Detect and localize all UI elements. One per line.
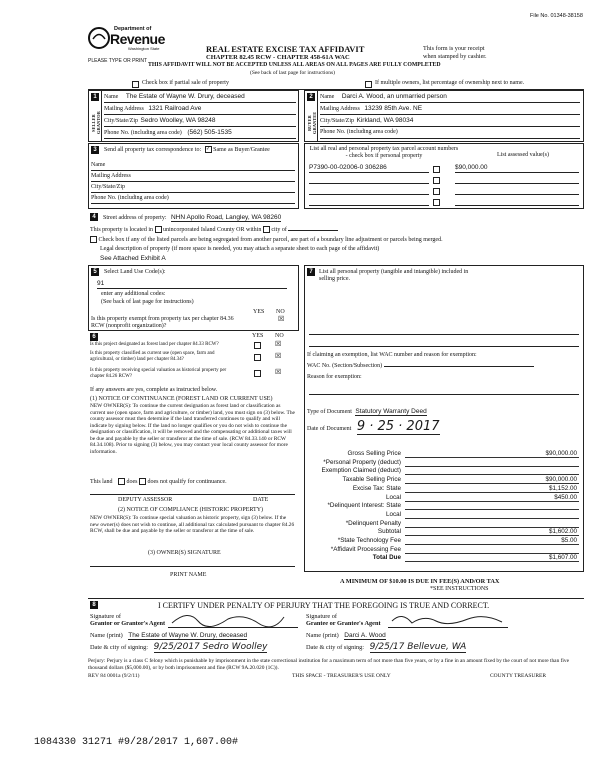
logo-main-text: Revenue xyxy=(110,31,165,47)
located-label: This property is located in xyxy=(90,226,153,233)
same-as-buyer-label: Same as Buyer/Grantee xyxy=(213,146,270,153)
grantee-agent-label: Grantee or Grantee's Agent xyxy=(306,620,381,627)
calc-label: Excise Tax: State xyxy=(352,484,401,492)
land-use-section xyxy=(88,265,299,331)
county-treasurer-label: COUNTY TREASURER xyxy=(490,673,547,679)
legal-desc-label: Legal description of property (if more space is needed, you may attach a separate sheet to each page of the affidavit) xyxy=(100,246,380,252)
reason-label: Reason for exemption: xyxy=(307,374,362,380)
seller-phone-label: Phone No. (including area code) xyxy=(104,130,182,136)
calc-line xyxy=(405,546,579,554)
calc-line xyxy=(405,502,579,510)
buyer-city-label: City/State/Zip xyxy=(320,118,354,124)
buyer-mailing-value[interactable]: 13239 85th Ave. NE xyxy=(364,105,423,112)
print-name-label: PRINT NAME xyxy=(170,572,207,578)
does-not-label: does not qualify for continuance. xyxy=(147,478,227,485)
calc-value[interactable]: $450.00 xyxy=(554,493,577,501)
certification-section xyxy=(88,598,584,657)
seller-phone-value[interactable]: (562) 505-1535 xyxy=(187,129,232,136)
continuance-section xyxy=(88,332,299,582)
calc-label: Local xyxy=(385,493,401,501)
calc-label: *Delinquent Penalty xyxy=(345,519,401,527)
calc-value[interactable]: $1,602.00 xyxy=(548,528,577,536)
grantee-name-value[interactable]: Darci A. Wood xyxy=(344,632,386,639)
grantor-date-value[interactable]: 9/25/2017 Sedro Woolley xyxy=(153,642,268,652)
parcel-personal-checkbox-2[interactable] xyxy=(433,177,440,184)
sec5-no-header: NO xyxy=(276,309,285,315)
notice1-title: (1) NOTICE OF CONTINUANCE (FOREST LAND OR CURRENT USE) xyxy=(90,396,273,402)
seller-name-label: Name xyxy=(104,94,119,100)
assessed-header: List assessed value(s) xyxy=(497,152,549,158)
street-address-label: Street address of property: xyxy=(103,215,167,221)
calc-label: Taxable Selling Price xyxy=(342,476,401,484)
seller-city-label: City/State/Zip xyxy=(104,118,138,124)
grantee-signature-label: Signature of xyxy=(306,613,337,620)
section-number-4: 4 xyxy=(90,213,98,221)
parcel-section xyxy=(304,143,584,209)
calc-line xyxy=(405,520,579,528)
certify-statement: I CERTIFY UNDER PENALTY OF PERJURY THAT THE FOREGOING IS TRUE AND CORRECT. xyxy=(158,601,490,610)
land-use-see-back: (See back of last page for instructions) xyxy=(101,299,194,305)
buyer-city-value[interactable]: Kirkland, WA 98034 xyxy=(356,117,414,124)
treasurer-use-label: THIS SPACE - TREASURER'S USE ONLY xyxy=(292,673,391,679)
section-number-2: 2 xyxy=(307,93,315,101)
corr-mailing-label: Mailing Address xyxy=(91,173,131,179)
parcel-number[interactable]: P7390-00-02006-0 306286 xyxy=(309,164,387,171)
calc-label: *Personal Property (deduct) xyxy=(323,458,401,466)
calc-value[interactable]: $1,152.00 xyxy=(548,484,577,492)
parcel-personal-checkbox-1[interactable] xyxy=(433,166,440,173)
street-address-value[interactable]: NHN Apollo Road, Langley, WA 98260 xyxy=(170,214,282,221)
land-use-label: Select Land Use Code(s): xyxy=(104,269,166,275)
grantee-date-value[interactable]: 9/25/17 Bellevue, WA xyxy=(369,642,467,652)
see-instructions-note: *SEE INSTRUCTIONS xyxy=(430,586,489,592)
wac-no-label: WAC No. (Section/Subsection) xyxy=(307,363,383,369)
additional-codes-label: enter any additional codes: xyxy=(101,291,166,297)
deputy-assessor-label: DEPUTY ASSESSOR xyxy=(118,497,173,503)
buyer-section xyxy=(304,90,584,142)
buyer-name-label: Name xyxy=(320,94,335,100)
perjury-note: Perjury: Perjury is a class C felony which is punishable by imprisonment in the state correctional institution for a maximum term of not more than five years, or by a fine in an amount fixed by the court of not more than five thousand dollars ($5,000.00), or by both imprisonment and fine (RCW 9A.20.020 (1C)). xyxy=(88,658,569,671)
calc-label: Local xyxy=(385,510,401,518)
corr-name-label: Name xyxy=(91,162,106,168)
logo-top-text: Department of xyxy=(114,26,152,32)
parcel-personal-checkbox-3[interactable] xyxy=(433,188,440,195)
if-any-yes: If any answers are yes, complete as instructed below. xyxy=(90,387,218,393)
seller-mailing-value[interactable]: 1321 Railroad Ave xyxy=(148,105,202,112)
seller-city-value[interactable]: Sedro Woolley, WA 98248 xyxy=(140,117,216,124)
grantee-date-label: Date & city of signing: xyxy=(306,644,365,651)
deputy-date-label: DATE xyxy=(253,497,269,503)
doc-type-label: Type of Document xyxy=(307,409,352,415)
tax-correspondence-label: Send all property tax correspondence to: xyxy=(104,146,202,153)
partial-sale-checkbox[interactable] xyxy=(132,81,139,88)
form-title: REAL ESTATE EXCISE TAX AFFIDAVIT xyxy=(206,44,365,54)
forest-no-checkbox[interactable]: ☒ xyxy=(275,340,282,348)
grantee-name-label: Name (print) xyxy=(306,632,339,639)
property-address-section xyxy=(88,211,584,264)
section-number-1: 1 xyxy=(91,93,99,101)
city-of-checkbox[interactable] xyxy=(263,226,270,233)
grantor-name-value[interactable]: The Estate of Wayne W. Drury, deceased xyxy=(128,632,248,639)
grantor-date-label: Date & city of signing: xyxy=(90,644,149,651)
not-accepted-warning: THIS AFFIDAVIT WILL NOT BE ACCEPTED UNLESS ALL AREAS ON ALL PAGES ARE FULLY COMPLETED xyxy=(148,62,441,68)
calc-label: *State Technology Fee xyxy=(337,537,401,544)
calc-line xyxy=(405,467,579,475)
notice2-title: (2) NOTICE OF COMPLIANCE (HISTORIC PROPERTY) xyxy=(118,507,264,513)
grantee-signature-scribble-icon xyxy=(388,611,506,627)
seller-side-label: SELLER GRANTOR xyxy=(91,111,101,135)
calc-value[interactable]: $5.00 xyxy=(561,537,577,544)
forest-yes-checkbox[interactable] xyxy=(254,342,261,349)
tax-correspondence-section xyxy=(88,143,299,209)
notice2-text: NEW OWNER(S): To continue special valuation as historic property, sign (3) below. If the new owner(s) does not wish to continue, all additional tax calculated pursuant to chapter 84.26 RCW, shall be due and payable by the seller or transferor at the time of sale. xyxy=(90,515,295,534)
buyer-name-value[interactable]: Darci A. Wood, an unmarried person xyxy=(341,93,447,100)
forest-question: Is this project designated as forest land per chapter 84.33 RCW? xyxy=(90,342,219,347)
grantor-agent-label: Grantor or Grantor's Agent xyxy=(90,620,166,627)
seller-section xyxy=(88,90,299,142)
receipt-stamp: 1084330 31271 #9/28/2017 1,607.00# xyxy=(34,737,239,748)
historic-yes-checkbox[interactable] xyxy=(254,370,261,377)
calc-label: Subtotal xyxy=(377,528,401,536)
file-number: File No. 01348-38158 xyxy=(530,13,583,19)
owner-signature-label: (3) OWNER(S) SIGNATURE xyxy=(148,550,221,556)
does-label: does xyxy=(126,478,138,485)
calc-label: Gross Selling Price xyxy=(347,450,401,457)
logo-sub-text: Washington State xyxy=(128,46,160,51)
calc-value[interactable]: $90,000.00 xyxy=(545,450,577,457)
doc-date-label: Date of Document xyxy=(307,426,352,432)
assessed-value[interactable]: $90,000.00 xyxy=(455,164,488,171)
grantor-name-label: Name (print) xyxy=(90,632,123,639)
sec6-no-header: NO xyxy=(275,333,284,339)
receipt-note-2: when stamped by cashier. xyxy=(423,53,487,60)
form-chapter: CHAPTER 82.45 RCW - CHAPTER 458-61A WAC xyxy=(206,54,350,61)
exemption-label: If claiming an exemption, list WAC number and reason for exemption: xyxy=(307,352,477,358)
buyer-mailing-label: Mailing Address xyxy=(320,106,360,112)
calc-line xyxy=(405,511,579,519)
segregated-checkbox[interactable] xyxy=(90,236,97,243)
land-use-value[interactable]: 91 xyxy=(97,280,287,289)
calc-value[interactable]: $1,607.00 xyxy=(548,554,577,562)
calc-label: Total Due xyxy=(372,554,401,562)
city-of-label: city of xyxy=(271,226,287,233)
section-number-3: 3 xyxy=(91,146,99,154)
washington-seal-icon xyxy=(88,26,110,50)
sec6-yes-header: YES xyxy=(252,333,264,339)
partial-sale-label: Check box if partial sale of property xyxy=(142,80,229,86)
doc-date-value[interactable]: 9 · 25 · 2017 xyxy=(356,419,440,434)
calc-label: *Delinquent Interest: State xyxy=(327,502,401,510)
this-land-label: This land xyxy=(90,478,113,485)
legal-desc-value[interactable]: See Attached Exhibit A xyxy=(100,255,166,262)
personal-property-label: List all personal property (tangible and intangible) included in selling price. xyxy=(319,269,469,282)
multiple-owners-label: If multiple owners, list percentage of ownership next to name. xyxy=(375,80,525,86)
section-number-8: 8 xyxy=(90,601,98,609)
does-checkbox[interactable] xyxy=(118,478,125,485)
rev-number: REV 84 0001a (9/2/11) xyxy=(88,673,140,679)
segregated-label: Check box if any of the listed parcels are being segregated from another parcel, are part of a boundary line adjustment or parcels being merged. xyxy=(98,236,443,243)
section-number-7: 7 xyxy=(307,268,315,276)
historic-question: Is this property receiving special valuation as historical property per chapter 84.26 RCW? xyxy=(90,368,227,379)
current-use-no-checkbox[interactable]: ☒ xyxy=(275,352,282,360)
section-number-6: 6 xyxy=(90,333,98,341)
calc-label: Exemption Claimed (deduct) xyxy=(321,467,401,475)
historic-no-checkbox[interactable]: ☒ xyxy=(275,368,282,376)
doc-type-value[interactable]: Statutory Warranty Deed xyxy=(355,408,427,415)
receipt-note-1: This form is your receipt xyxy=(423,45,485,52)
current-use-question: Is this property classified as current use (open space, farm and agricultural, or timber) land per chapter 84.34? xyxy=(90,351,215,362)
current-use-yes-checkbox[interactable] xyxy=(254,354,261,361)
buyer-phone-label: Phone No. (including area code) xyxy=(320,129,398,135)
grantor-signature-label: Signature of xyxy=(90,613,121,620)
grantor-signature[interactable] xyxy=(168,611,298,628)
corr-city-label: City/State/Zip xyxy=(91,184,125,190)
notice1-text: NEW OWNER(S): To continue the current designation as forest land or classification as current use (open space, farm and agriculture, or timber) land, you must sign on (3) below. The county assessor must then determine if the land transferred continues to qualify and will indicate by signing below. If the land no longer qualifies or you do not wish to continue the designation or classification, it will be removed and the compensating or additional taxes will be due and payable by the seller or transferor at the time of sale. (RCW 84.33.140 or RCW 84.34.108). Prior to signing (3) below, you may contact your local county assessor for more information. xyxy=(90,403,295,455)
tax-calculation-section xyxy=(304,265,584,572)
grantor-signature-scribble-icon xyxy=(168,611,288,627)
parcel-personal-checkbox-4[interactable] xyxy=(433,199,440,206)
parcel-header: List all real and personal property tax parcel account numbers - check box if personal property xyxy=(309,146,459,159)
corr-phone-label: Phone No. (including area code) xyxy=(91,195,169,201)
calc-label: *Affidavit Processing Fee xyxy=(330,545,401,553)
same-as-buyer-checkbox[interactable]: ✓ xyxy=(206,147,211,152)
multiple-owners-checkbox[interactable] xyxy=(365,81,372,88)
exempt-no-checkbox[interactable]: ☒ xyxy=(278,315,285,323)
minimum-due-note: A MINIMUM OF $10.00 IS DUE IN FEE(S) AND/OR TAX xyxy=(340,578,500,585)
see-back-note: (See back of last page for instructions) xyxy=(250,70,335,76)
buyer-side-label: BUYER GRANTEE xyxy=(307,111,317,135)
calc-line xyxy=(405,459,579,467)
sec5-yes-header: YES xyxy=(253,309,265,315)
seller-mailing-label: Mailing Address xyxy=(104,106,144,112)
grantee-signature[interactable] xyxy=(388,611,508,628)
exempt-question: Is this property exempt from property tax per chapter 84.36 RCW (nonprofit organization)? xyxy=(91,316,234,329)
unincorporated-label: unincorporated Island County OR within xyxy=(163,226,262,233)
dor-logo xyxy=(88,24,178,54)
please-type-label: PLEASE TYPE OR PRINT xyxy=(88,58,148,64)
section-number-5: 5 xyxy=(91,268,99,276)
calc-value[interactable]: $90,000.00 xyxy=(545,476,577,484)
unincorporated-checkbox[interactable] xyxy=(155,226,162,233)
does-not-checkbox[interactable] xyxy=(139,478,146,485)
seller-name-value[interactable]: The Estate of Wayne W. Drury, deceased xyxy=(125,93,245,100)
